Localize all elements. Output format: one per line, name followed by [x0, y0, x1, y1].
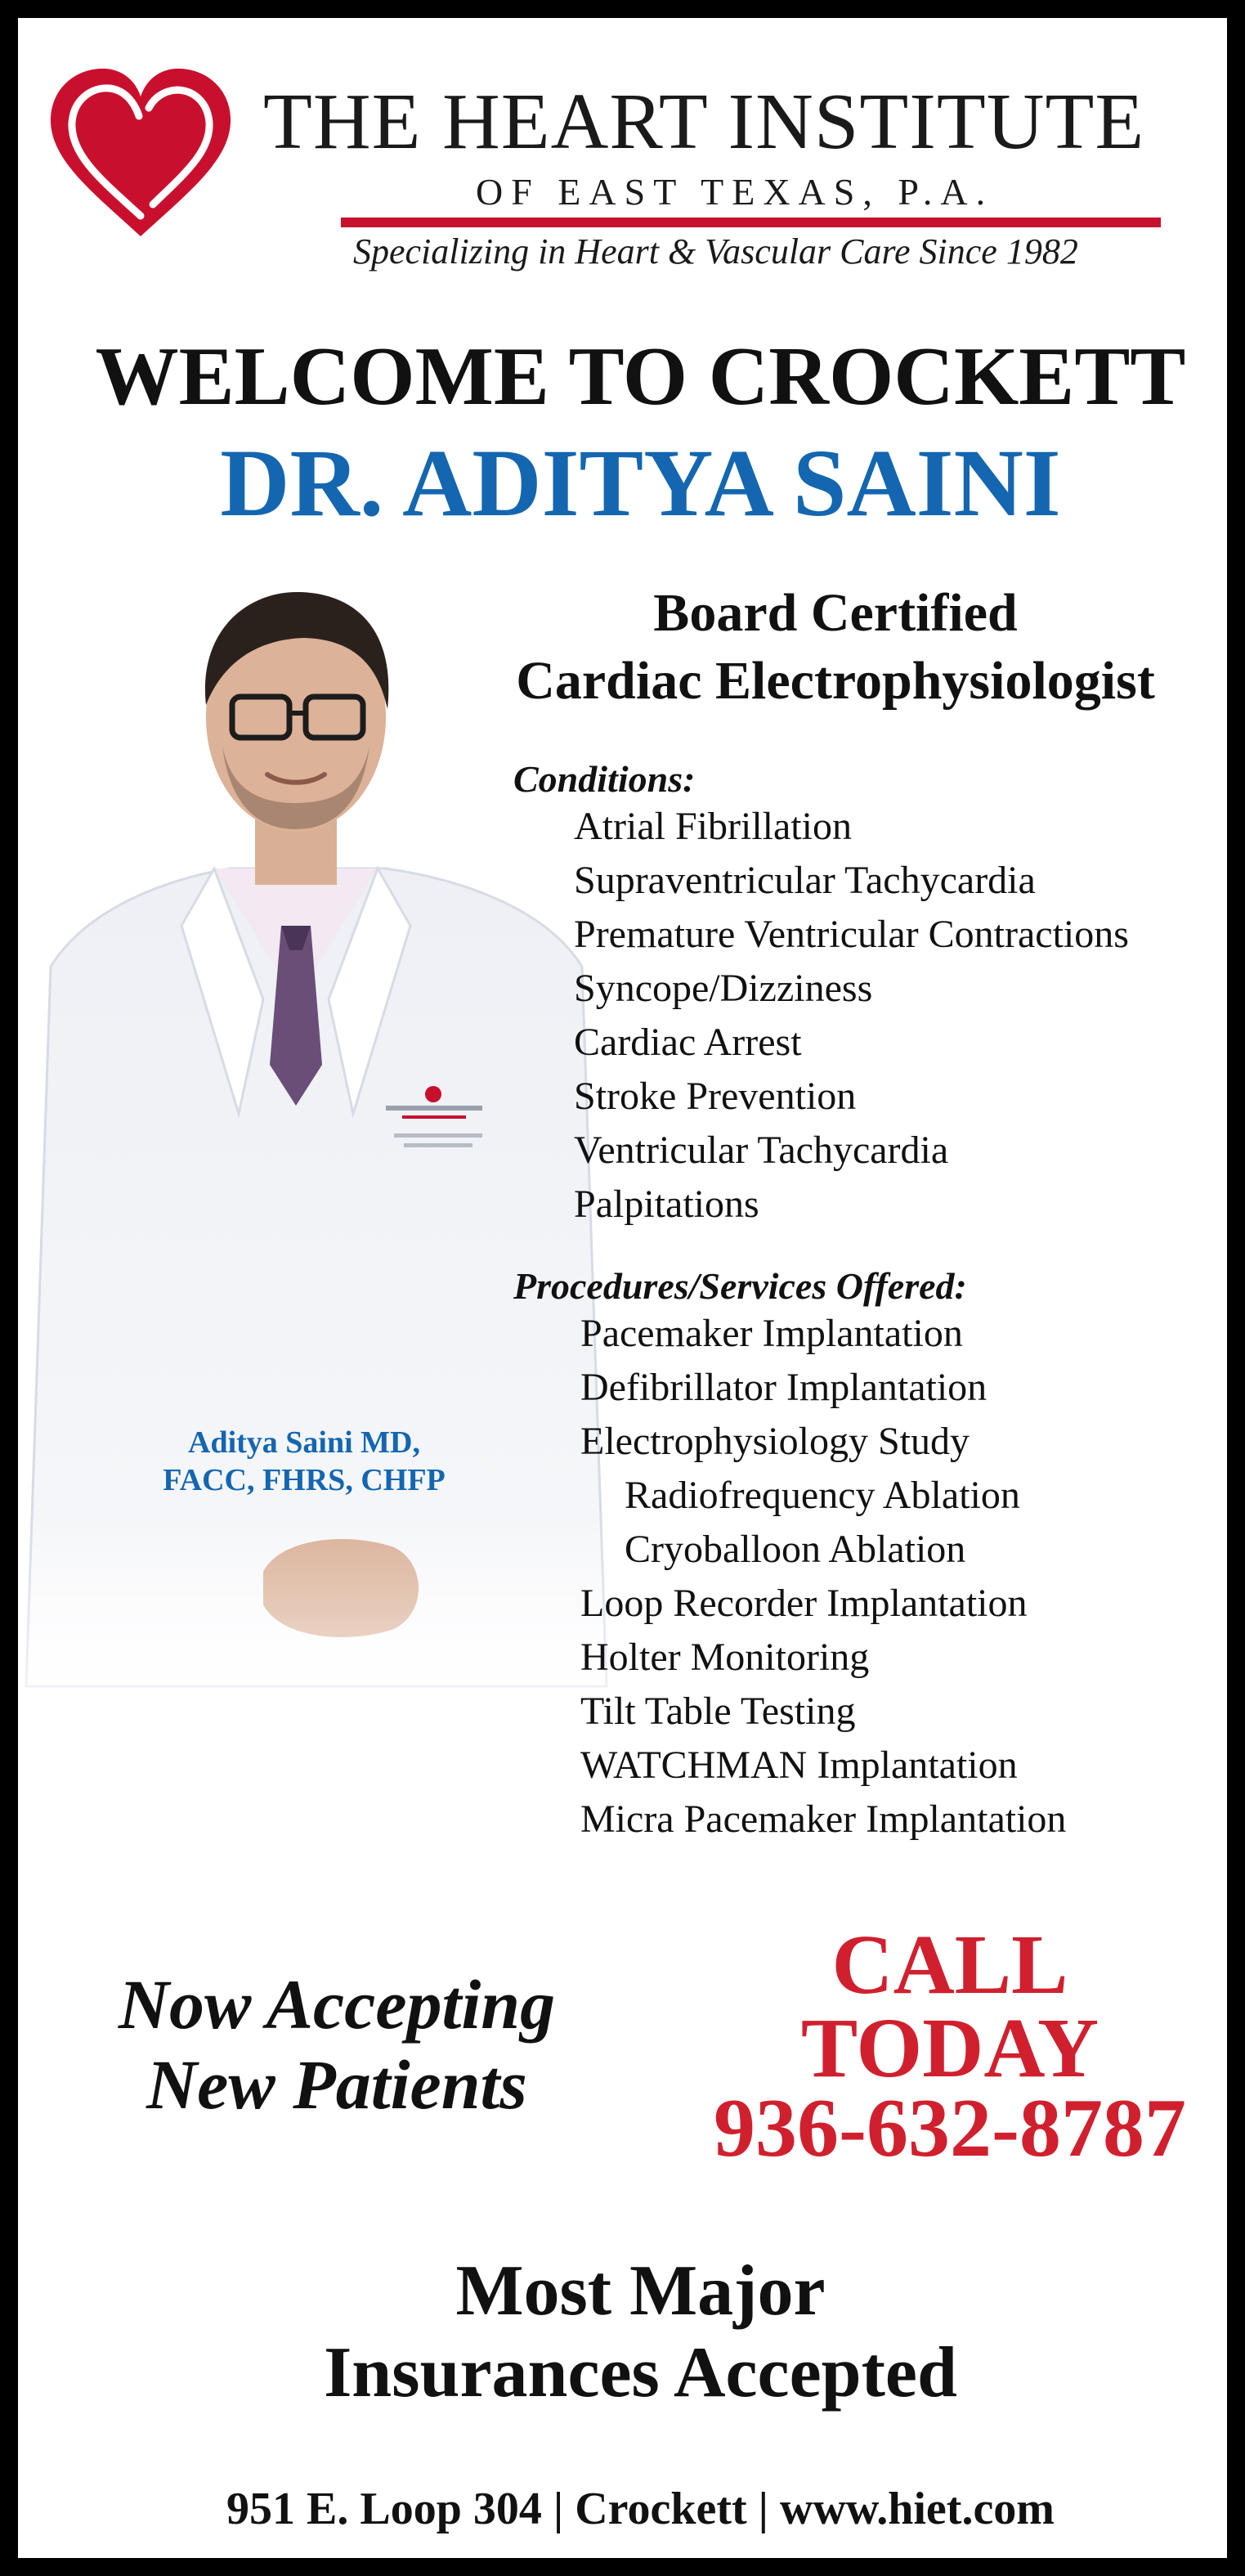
call-today [656, 1918, 1227, 2095]
list-item: Cardiac Arrest [574, 1021, 802, 1064]
tagline: Specializing in Heart & Vascular Care Since 1982 [353, 231, 1078, 272]
list-item: Stroke Prevention [574, 1075, 857, 1118]
institute-subname: OF EAST TEXAS, P.A. [476, 171, 994, 213]
phone-number[interactable]: 936-632-8787 [714, 2082, 1186, 2174]
divider [341, 218, 1161, 227]
list-item: Loop Recorder Implantation [580, 1582, 1028, 1625]
footer-address[interactable]: 951 E. Loop 304 | Crockett | www.hiet.com [226, 2484, 1055, 2534]
conditions-list [574, 800, 1129, 1232]
procedures-list [580, 1307, 1066, 1847]
list-item: Pacemaker Implantation [580, 1312, 963, 1355]
list-item: Syncope/Dizziness [574, 967, 873, 1010]
list-item: Radiofrequency Ablation [625, 1474, 1020, 1517]
call-line: TODAY [800, 2000, 1099, 2095]
list-item: Cryoballoon Ablation [625, 1528, 966, 1571]
advertisement-page [18, 18, 1227, 2558]
conditions-heading: Conditions: [513, 758, 696, 800]
list-item: Electrophysiology Study [580, 1420, 970, 1463]
institute-name: THE HEART INSTITUTE [263, 78, 1145, 166]
list-item: Atrial Fibrillation [574, 805, 852, 848]
doctor-photo [18, 541, 623, 1801]
heart-icon [43, 61, 239, 249]
accepting-patients [51, 1964, 623, 2125]
insurance-line: Most Major [455, 2251, 826, 2331]
list-item: Defibrillator Implantation [580, 1366, 987, 1409]
doctor-name: DR. ADITYA SAINI [220, 429, 1061, 536]
call-line: CALL [831, 1918, 1068, 2012]
welcome-headline: WELCOME TO CROCKETT [95, 330, 1186, 423]
insurance-note [18, 2251, 1227, 2415]
doctor-photo-caption [132, 1425, 476, 1499]
list-item: Supraventricular Tachycardia [574, 859, 1036, 902]
accepting-line: New Patients [146, 2045, 527, 2125]
accepting-line: Now Accepting [118, 1965, 556, 2044]
list-item: Premature Ventricular Contractions [574, 913, 1129, 956]
procedures-heading: Procedures/Services Offered: [513, 1265, 967, 1307]
list-item: Micra Pacemaker Implantation [580, 1797, 1067, 1841]
list-item: Ventricular Tachycardia [574, 1129, 949, 1172]
credentials [459, 579, 1211, 715]
list-item: Palpitations [574, 1183, 759, 1226]
list-item: Holter Monitoring [580, 1636, 870, 1679]
insurance-line: Insurances Accepted [324, 2333, 957, 2413]
caption-line: FACC, FHRS, CHFP [163, 1462, 446, 1497]
caption-line: Aditya Saini MD, [188, 1425, 420, 1460]
list-item: WATCHMAN Implantation [580, 1744, 1018, 1787]
list-item: Tilt Table Testing [580, 1690, 856, 1733]
credential-line: Cardiac Electrophysiologist [516, 651, 1155, 711]
credential-line: Board Certified [653, 583, 1018, 643]
